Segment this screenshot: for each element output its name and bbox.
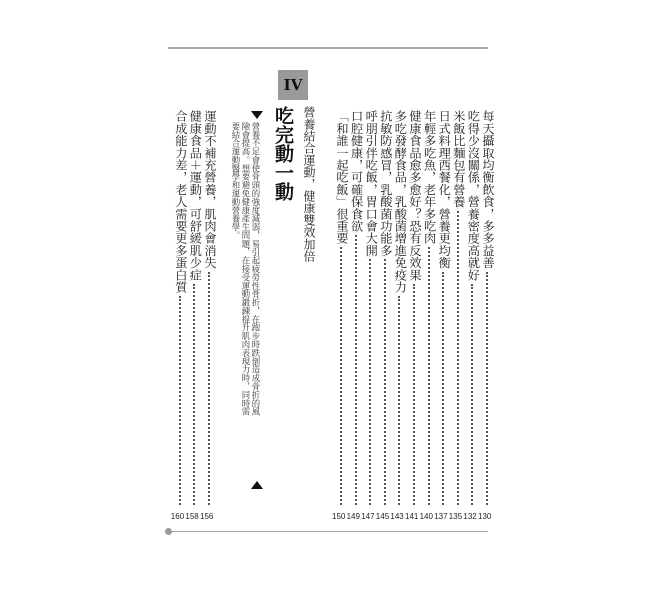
toc-entry-title: 呼朋引伴吃飯，胃口會大開 (364, 110, 379, 257)
triangle-up-icon (251, 481, 263, 489)
toc-entry (379, 110, 393, 256)
leader-dots (193, 284, 201, 505)
toc-page-number: 156 (200, 512, 214, 521)
bottom-rule-dot (165, 528, 172, 535)
toc-page-number: 135 (448, 512, 463, 521)
leader-dots (471, 284, 479, 505)
leader-dots (457, 211, 465, 505)
toc-entry-title: 米飯比麵包有營養 (451, 110, 466, 208)
leader-dots (179, 296, 187, 505)
toc-entry (437, 110, 451, 269)
leader-dots (428, 247, 436, 505)
leader-dots (208, 272, 216, 505)
toc-entry-title: 口腔健康，可確保食欲 (349, 110, 364, 232)
leader-dots (442, 272, 450, 505)
toc-page-number: 150 (332, 512, 346, 521)
toc-entry (481, 110, 495, 269)
toc-entry-title: 抗敏防感冒，乳酸菌功能多 (378, 110, 393, 257)
toc-page-number: 130 (478, 512, 492, 521)
toc-page-number: 143 (390, 512, 404, 521)
toc-page-number: 132 (463, 512, 477, 521)
toc-entry-title: 「和誰一起吃飯」很重要 (335, 110, 349, 245)
toc-entry (350, 110, 364, 232)
toc-page-number: 145 (375, 512, 390, 521)
toc-entry (364, 110, 378, 256)
toc-entry (188, 110, 202, 281)
chapter-subtitle: 營養結合運動，健康雙效加倍 (302, 106, 316, 262)
description-line-3: 要結合運動醫學和運動營養學。 (231, 122, 241, 240)
toc-entry-title: 日式料理西餐化，營養更均衡 (437, 110, 452, 269)
toc-page-number: 140 (419, 512, 433, 521)
toc-entry-title: 年輕多吃魚，老年多吃肉 (422, 110, 437, 245)
triangle-down-icon (251, 111, 263, 119)
toc-entry (393, 110, 407, 293)
toc-entry (335, 110, 349, 244)
top-rule (168, 47, 488, 49)
chapter-description (231, 122, 261, 477)
toc-entry-title: 健康食品＋運動，可舒緩肌少症 (188, 110, 203, 281)
toc-page-number: 158 (185, 512, 199, 521)
description-line-1: 營養不足會使骨頭的強度減弱，易引起疲勞性骨折，在跑步時跌倒造成骨折的風 (251, 122, 261, 416)
chapter-title: 吃完動一動 (272, 106, 294, 201)
toc-entry (423, 110, 437, 244)
leader-dots (384, 259, 392, 505)
bottom-rule (168, 531, 488, 532)
toc-entry (466, 110, 480, 281)
toc-page-number: 160 (170, 512, 185, 521)
description-line-2: 險會提高。想要避免健康產生問題，在接受運動鍛鍊提升肌肉表現力時，同時需 (241, 122, 251, 416)
chapter-label-box (278, 70, 308, 100)
toc-entry-title: 多吃發酵食品，乳酸菌增進免疫力 (393, 110, 408, 293)
leader-dots (413, 284, 421, 505)
leader-dots (398, 296, 406, 505)
toc-page-number: 137 (434, 512, 448, 521)
toc-entry (452, 110, 466, 208)
toc-entry (174, 110, 188, 293)
leader-dots (369, 259, 377, 505)
toc-page-number: 149 (346, 512, 360, 521)
toc-entry-title: 合成能力差，老人需要更多蛋白質 (173, 110, 188, 293)
leader-dots (340, 247, 348, 505)
toc-page-number: 141 (405, 512, 419, 521)
toc-entry-title: 每天攝取均衡飲食，多多益善 (481, 110, 495, 269)
chapter-label: IV (283, 76, 303, 94)
toc-entry (408, 110, 422, 281)
toc-entry-title: 運動不補充營養，肌肉會消失 (203, 110, 217, 269)
toc-page-number: 147 (361, 512, 375, 521)
toc-entry (203, 110, 217, 269)
leader-dots (486, 272, 494, 505)
toc-entry-title: 吃得少沒關係，營養密度高就好 (466, 110, 481, 281)
leader-dots (355, 235, 363, 505)
toc-entry-title: 健康食品愈多愈好？恐有反效果 (408, 110, 422, 281)
